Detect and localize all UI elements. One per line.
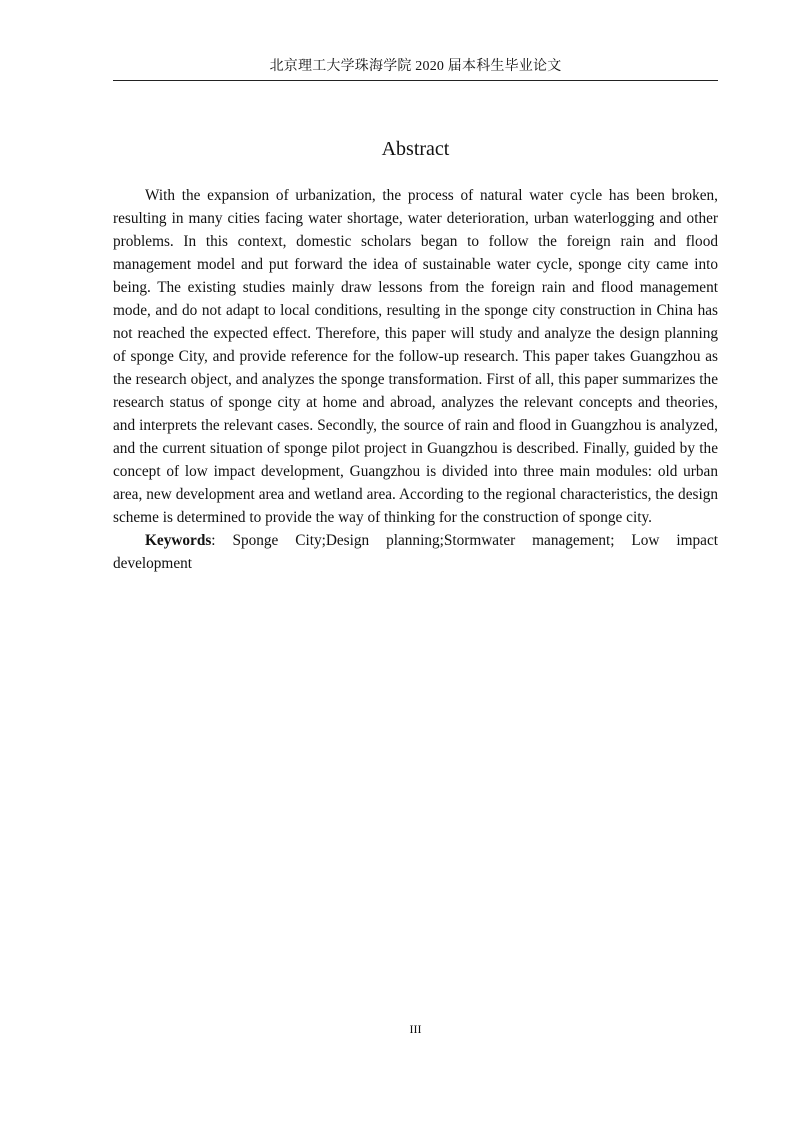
keywords-text: Sponge City;Design planning;Stormwater management; Low impact development xyxy=(113,532,718,572)
keywords-label: Keywords xyxy=(145,532,212,549)
abstract-heading: Abstract xyxy=(381,138,450,160)
header-divider xyxy=(113,80,718,81)
keywords-paragraph xyxy=(113,529,718,575)
page-number: III xyxy=(409,1022,422,1036)
abstract-section xyxy=(113,184,718,575)
keywords-separator: : xyxy=(211,532,233,549)
page-header: 北京理工大学珠海学院 2020 届本科生毕业论文 xyxy=(269,59,562,74)
abstract-paragraph: With the expansion of urbanization, the process of natural water cycle has been broken, resulting in many cities facing water shortage, water deterioration, urban waterlogging and other problems. In this context, domestic scholars began to follow the foreign rain and flood management model and put forward the idea of sustainable water cycle, sponge city came into being. The existing studies mainly draw lessons from the foreign rain and flood management mode, and do not adapt to local conditions, resulting in the sponge city construction in China has not reached the expected effect. Therefore, this paper will study and analyze the design planning of sponge City, and provide reference for the follow-up research. This paper takes Guangzhou as the research object, and analyzes the sponge transformation. First of all, this paper summarizes the research status of sponge city at home and abroad, analyzes the relevant concepts and theories, and interprets the relevant cases. Secondly, the source of rain and flood in Guangzhou is analyzed, and the current situation of sponge pilot project in Guangzhou is described. Finally, guided by the concept of low impact development, Guangzhou is divided into three main modules: old urban area, new development area and wetland area. According to the regional characteristics, the design scheme is determined to provide the way of thinking for the construction of sponge city. xyxy=(113,187,718,526)
